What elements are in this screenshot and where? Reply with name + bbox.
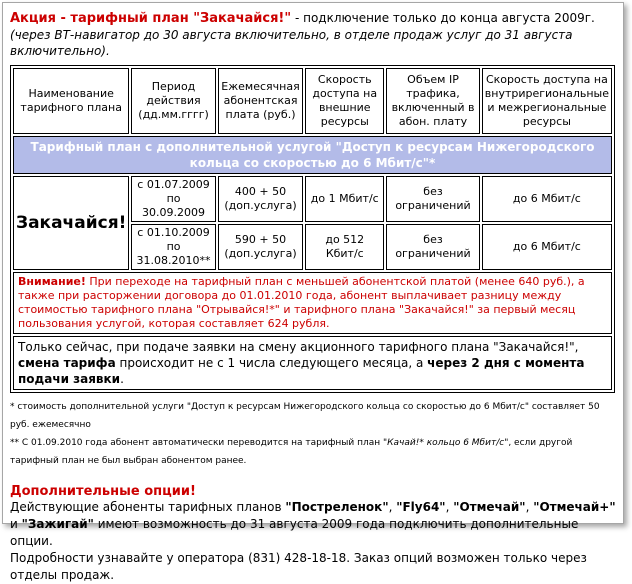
intro-paragraph xyxy=(10,10,617,59)
plan-name-bold: "Отмечай" xyxy=(453,500,526,514)
table-band-row xyxy=(13,136,612,174)
period-cell: с 01.10.2009 по 31.08.2010** xyxy=(131,224,215,270)
options-paragraph xyxy=(10,499,617,584)
footnotes xyxy=(10,398,617,470)
speed-cell: до 1 Мбит/с xyxy=(305,176,384,222)
header-regional-speed: Скорость доступа на внутрирегиональные и межрегиональные ресурсы xyxy=(482,68,612,134)
info-text: . xyxy=(120,372,124,386)
options-title: Дополнительные опции! xyxy=(10,484,196,499)
regional-cell: до 6 Мбит/с xyxy=(482,176,612,222)
promo-headline: Акция - тарифный план "Закачайся!" xyxy=(10,11,292,26)
table-row xyxy=(13,176,612,222)
traffic-cell: без ограничений xyxy=(386,176,480,222)
separator: , xyxy=(525,500,534,514)
plan-name-bold: "Постреленок" xyxy=(285,500,389,514)
footnote-2 xyxy=(10,434,617,470)
plan-name: Закачайся! xyxy=(13,176,129,270)
options-text: имеют возможность до 31 августа 2009 года подключить дополнительные опции. xyxy=(10,517,579,548)
separator: , xyxy=(388,500,397,514)
info-text: Только сейчас, при подаче заявки на смену акционного тарифного плана "Закачайся!", xyxy=(18,340,579,354)
table-header-row xyxy=(13,68,612,134)
header-period: Период действия (дд.мм.гггг) xyxy=(131,68,215,134)
info-cell xyxy=(13,336,612,390)
tariff-table xyxy=(10,65,615,393)
info-bold: смена тарифа xyxy=(18,356,116,370)
promo-deadline: - подключение только до конца августа 2009г. xyxy=(291,11,595,25)
header-speed: Скорость доступа на внешние ресурсы xyxy=(305,68,384,134)
info-row xyxy=(13,336,612,390)
footnote-text: ", если другой тарифный план не был выбран абонентом ранее. xyxy=(10,438,573,466)
plan-name-bold: "Отмечай+" xyxy=(533,500,616,514)
info-text: происходит не с 1 числа следующего месяца, а xyxy=(115,356,428,370)
header-fee: Ежемесячная абонентская плата (руб.) xyxy=(218,68,304,134)
footnote-plan: Качай!* кольцо 6 Мбит/с xyxy=(387,438,505,448)
plan-band-title: Тарифный план с дополнительной услугой "Доступ к ресурсам Нижегородского кольца со скоростью до 6 Мбит/c"* xyxy=(13,136,612,174)
separator: , xyxy=(445,500,454,514)
info-bold: через 2 дня с момента подачи заявки xyxy=(18,356,585,386)
header-traffic: Объем IP трафика, включенный в абон. плату xyxy=(386,68,480,134)
plan-name-bold: "Зажигай" xyxy=(21,517,94,531)
traffic-cell: без ограничений xyxy=(386,224,480,270)
regional-cell: до 6 Мбит/с xyxy=(482,224,612,270)
speed-cell: до 512 Кбит/с xyxy=(305,224,384,270)
fee-cell: 590 + 50 (доп.услуга) xyxy=(218,224,304,270)
warning-label: Внимание! xyxy=(18,275,86,288)
promo-note: (через ВТ-навигатор до 30 августа включительно, в отделе продаж услуг до 31 августа включительно). xyxy=(10,28,573,58)
warning-cell xyxy=(13,272,612,334)
period-cell: с 01.07.2009 по 30.09.2009 xyxy=(131,176,215,222)
footnote-text: ** С 01.09.2010 года абонент автоматически переводится на тарифный план " xyxy=(10,438,388,448)
content xyxy=(10,10,617,584)
warning-row xyxy=(13,272,612,334)
options-details: Подробности узнавайте у оператора (831) 428-18-18. Заказ опций возможен только через отделы продаж. xyxy=(10,551,587,582)
separator: и xyxy=(10,517,22,531)
warning-text: При переходе на тарифный план с меньшей абонентской платой (менее 640 руб.), а также при расторжении договора до 01.01.2010 года, абонент выплачивает разницу между стоимостью тарифного плана "Отрывайся!*" и тарифного плана "Закачайся!" за первый месяц пользования услугой, которая составляет 624 рубля. xyxy=(18,275,585,330)
header-plan-name: Наименование тарифного плана xyxy=(13,68,129,134)
plan-name-bold: "Fly64" xyxy=(396,500,446,514)
content-frame xyxy=(2,2,624,582)
fee-cell: 400 + 50 (доп.услуга) xyxy=(218,176,304,222)
options-text: Действующие абоненты тарифных планов xyxy=(10,500,286,514)
footnote-1: * стоимость дополнительной услуги "Доступ к ресурсам Нижегородского кольца со скоростью до 6 Мбит/с" составляет 50 руб. ежемесячно xyxy=(10,402,600,430)
